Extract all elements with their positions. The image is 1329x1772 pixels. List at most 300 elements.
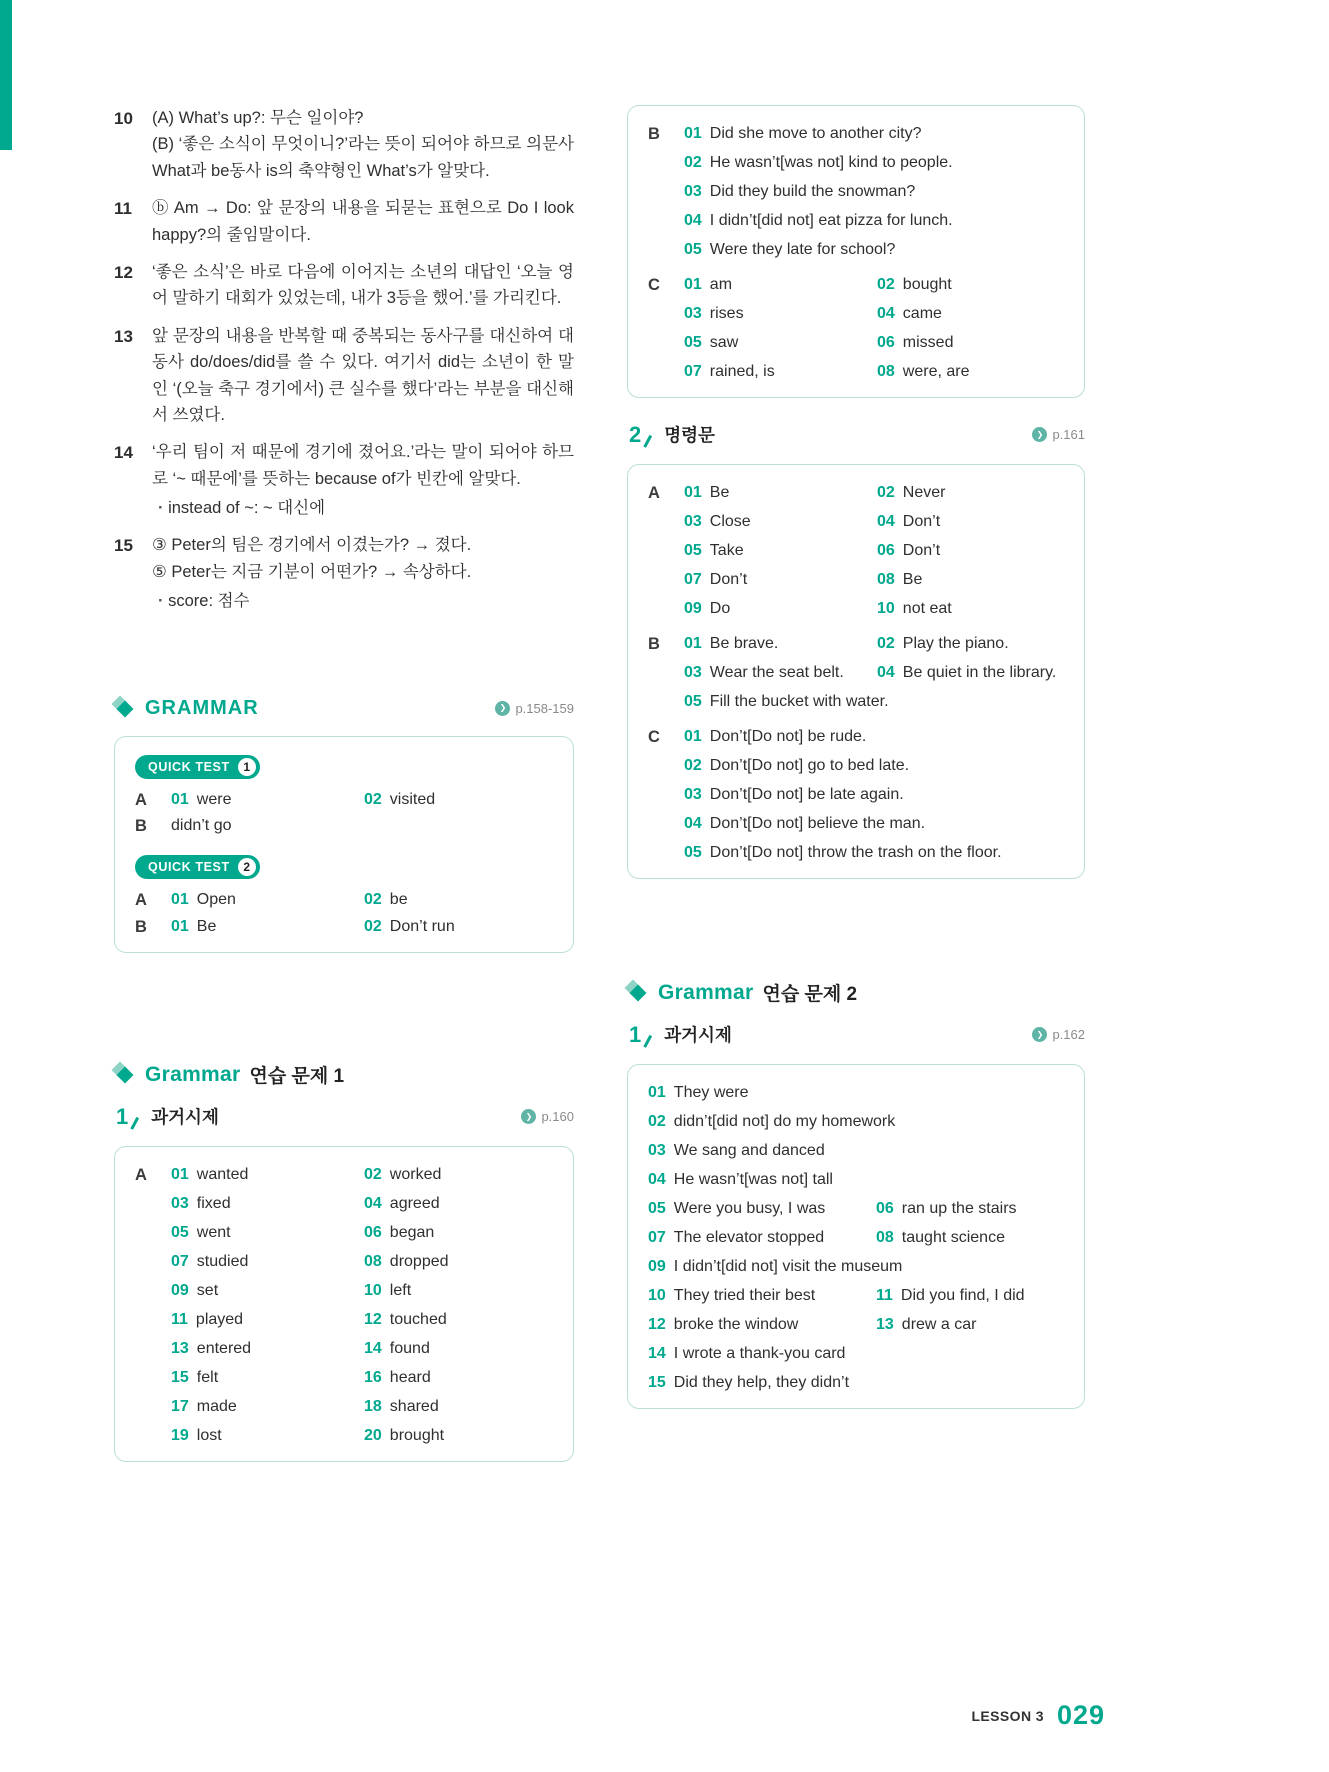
answer-text: Did she move to another city? [709,125,922,142]
answer-rows [171,890,557,911]
answer-text: were, are [902,363,970,380]
item-lines [152,532,574,585]
answer-text: Be [196,917,217,935]
answer-cell [648,1344,845,1364]
answer-cell [171,1397,364,1417]
quick-test-section [135,855,557,937]
answer-row [684,304,1068,324]
answer-cells [684,634,1068,654]
answer-cells [684,124,1068,144]
answer-number: 03 [171,1195,189,1213]
answer-row [684,692,1068,712]
answer-text: dropped [389,1253,449,1271]
answer-number: 07 [648,1229,666,1246]
answer-text: I wrote a thank-you card [673,1345,846,1362]
answer-cell [364,1397,439,1417]
practice-heading-2 [627,979,1085,1006]
answer-cells [171,1397,557,1417]
answer-cells [684,541,1068,561]
answer-number: 20 [364,1427,382,1445]
slash-mark [644,1035,652,1048]
answer-row [171,890,557,910]
answer-text: studied [196,1253,249,1271]
explanation-item [114,439,574,521]
answer-cell [648,1199,876,1219]
answer-row [648,1228,1068,1248]
answer-cell [684,785,904,805]
answer-cell [684,692,889,712]
answer-cell [684,304,877,324]
answer-cell [877,512,940,532]
answer-cell [171,1339,364,1359]
answer-row [684,541,1068,561]
answer-cells [684,275,1068,295]
answer-text: Fill the bucket with water. [709,693,889,710]
answer-text: They tried their best [673,1287,816,1304]
answer-cells [171,890,557,910]
answer-cells [171,1281,557,1301]
item-body [152,105,574,184]
page-footer [971,1700,1105,1731]
answer-cells [648,1170,1068,1190]
answer-cell [684,756,909,776]
answer-number: 10 [877,600,895,617]
box-groups [135,1165,557,1446]
answer-cell [877,570,922,590]
answer-number: 19 [171,1427,189,1445]
quick-test-label: QUICK TEST [148,859,230,874]
answer-text: Were you busy, I was [673,1200,826,1217]
answer-text: Be quiet in the library. [902,664,1057,681]
answer-row [171,1194,557,1214]
answer-group [648,727,1068,863]
group-letter: A [135,1166,147,1185]
quick-test-groups [135,890,557,937]
answer-cells [171,816,557,836]
answer-number: 01 [171,1166,189,1184]
answer-cell [364,1252,449,1272]
answer-cell [684,362,877,382]
answer-number: 05 [684,334,702,351]
answer-text: ran up the stairs [901,1200,1017,1217]
answer-cell [684,153,953,173]
answer-rows [684,275,1068,382]
answer-number: 01 [648,1084,666,1101]
answer-cell [171,917,364,937]
answer-number: 04 [877,305,895,322]
answer-row [648,1286,1068,1306]
answer-row [684,756,1068,776]
answer-row [684,663,1068,683]
play-circle-icon [1032,427,1047,442]
answer-cell [877,304,942,324]
answer-cell [171,790,364,810]
answer-row [684,634,1068,654]
item-lines [152,259,574,312]
answer-cell [364,917,455,937]
answer-cells [171,1194,557,1214]
answer-text: worked [389,1166,442,1184]
answer-text: Don’t[Do not] believe the man. [709,815,926,832]
answer-cell [684,333,877,353]
slash-mark [644,435,652,448]
item-lines [152,195,574,248]
diamond-icon [118,1068,131,1081]
answer-number: 16 [364,1369,382,1387]
answer-box-continued [627,105,1085,398]
answer-text: Open [196,890,236,908]
answer-number: 10 [648,1287,666,1304]
answer-cells [684,333,1068,353]
answer-cell [171,816,232,836]
answer-number: 02 [877,635,895,652]
answer-text: We sang and danced [673,1142,825,1159]
answer-text: Be brave. [709,635,779,652]
answer-number: 02 [877,276,895,293]
answer-row [648,1373,1068,1393]
lesson-label: LESSON 3 [971,1707,1044,1724]
answer-cells [648,1286,1068,1306]
left-column [114,105,574,1462]
answer-cells [171,790,557,810]
group-letter: B [135,817,147,836]
answer-number: 08 [364,1253,382,1271]
answer-cell [648,1170,833,1190]
answer-rows [684,483,1068,619]
answer-text: entered [196,1340,252,1358]
answer-number: 04 [877,513,895,530]
answer-text: Wear the seat belt. [709,664,844,681]
answer-text: Did they help, they didn’t [673,1374,850,1391]
answer-row [171,1252,557,1272]
answer-cells [171,1339,557,1359]
group-letter: B [648,635,660,653]
answer-rows [171,790,557,811]
answer-group [648,483,1068,619]
answer-text: Be [902,571,923,588]
answer-cell [364,1426,444,1446]
answer-cells [684,727,1068,747]
box-groups [648,1083,1068,1393]
answer-cell [876,1286,1025,1306]
answer-cell [364,1194,440,1214]
page-ref-label: p.162 [1052,1027,1085,1042]
subsection-number: 1 [629,1021,642,1047]
item-body [152,195,574,248]
answer-text: didn’t go [171,817,232,835]
answer-cell [648,1286,876,1306]
play-circle-icon [1032,1027,1047,1042]
answer-text: Don’t[Do not] throw the trash on the floor. [709,844,1002,861]
answer-rows [684,124,1068,260]
answer-row [648,1083,1068,1103]
answer-number: 07 [171,1253,189,1271]
explanation-item [114,105,574,184]
answer-cell [171,1310,364,1330]
answer-row [684,362,1068,382]
quick-test-box [114,736,574,954]
answer-text: were [196,790,232,808]
explanation-item [114,195,574,248]
answer-row [684,512,1068,532]
answer-number: 03 [684,786,702,803]
explanation-text: ⓑ Am → Do: 앞 문장의 내용을 되묻는 표현으로 Do I look happy?의 줄임말이다. [152,199,574,244]
quick-test-label: QUICK TEST [148,759,230,774]
answer-row [684,814,1068,834]
answer-cells [684,153,1068,173]
answer-cell [648,1373,849,1393]
answer-text: be [389,890,408,908]
answer-cells [684,483,1068,503]
answer-cells [648,1228,1068,1248]
practice-heading-1 [114,1061,574,1088]
answer-cells [171,1165,557,1185]
practice-heading-word: Grammar [658,980,754,1004]
answer-cell [171,1252,364,1272]
item-body [152,323,574,429]
answer-cells [171,1252,557,1272]
answer-cells [684,756,1068,776]
answer-text: shared [389,1398,439,1416]
answer-cells [648,1199,1068,1219]
answer-number: 04 [364,1195,382,1213]
answer-row [648,1141,1068,1161]
answer-rows [684,727,1068,863]
answer-number: 11 [171,1311,188,1329]
answer-number: 06 [876,1200,894,1217]
answer-cells [684,843,1068,863]
answer-cell [684,124,921,144]
answer-cells [648,1083,1068,1103]
answer-number: 01 [684,125,702,142]
subsection-title: 과거시제 [151,1107,219,1128]
answer-text: He wasn’t[was not] tall [673,1171,833,1188]
answer-row [684,727,1068,747]
answer-cell [876,1199,1017,1219]
answer-cell [364,890,408,910]
answer-cell [171,1165,364,1185]
diamond-icon [118,702,131,715]
answer-number: 03 [684,513,702,530]
answer-cell [364,1339,430,1359]
answer-number: 12 [364,1311,382,1329]
answer-number: 14 [648,1345,666,1362]
right-column [627,105,1085,1409]
answer-cell [684,814,925,834]
answer-text: Don’t[Do not] be late again. [709,786,904,803]
answer-row [171,1426,557,1446]
page-number: 029 [1056,1700,1105,1730]
answer-number: 05 [684,241,702,258]
answer-group [135,890,557,911]
answer-text: set [196,1282,219,1300]
subsection-title: 명령문 [664,425,715,445]
answer-row [171,1310,557,1330]
explanation-item [114,532,574,614]
item-number: 15 [114,536,133,556]
answer-row [648,1344,1068,1364]
answer-cell [648,1257,902,1277]
answer-rows [171,816,557,837]
answer-number: 01 [684,484,702,501]
answer-number: 01 [171,790,189,808]
answer-text: Take [709,542,744,559]
group-letter: A [648,484,660,502]
item-bullets [152,588,574,614]
answer-cell [877,275,952,295]
answer-cells [684,304,1068,324]
page-reference [1032,427,1085,442]
answer-text: lost [196,1427,222,1445]
answer-text: taught science [901,1229,1005,1246]
answer-cell [877,483,945,503]
answer-text: made [196,1398,237,1416]
answer-number: 08 [877,571,895,588]
answer-row [684,599,1068,619]
answer-box-past-tense-1 [114,1146,574,1462]
answer-text: began [389,1224,435,1242]
item-body [152,259,574,312]
answer-text: Close [709,513,751,530]
answer-cells [684,182,1068,202]
answer-number: 09 [648,1258,666,1275]
answer-text: Play the piano. [902,635,1009,652]
answer-cell [171,1194,364,1214]
answer-number: 13 [171,1340,189,1358]
answer-cell [648,1315,876,1335]
box-groups [648,124,1068,382]
answer-row [171,1165,557,1185]
answer-rows [171,917,557,938]
answer-row [684,275,1068,295]
explanation-bullet: · instead of ~: ~ 대신에 [158,495,574,521]
answer-number: 03 [648,1142,666,1159]
answer-number: 09 [684,600,702,617]
answer-cell [684,843,1002,863]
answer-group [648,275,1068,382]
subsection-number: 2 [629,421,642,447]
answer-cells [648,1112,1068,1132]
answer-text: Don’t[Do not] go to bed late. [709,757,910,774]
subsection-number: 1 [116,1103,129,1129]
answer-row [684,182,1068,202]
answer-text: broke the window [673,1316,799,1333]
answer-text: They were [673,1084,749,1101]
item-body [152,532,574,614]
answer-row [648,1257,1068,1277]
quick-test-number: 1 [238,758,256,776]
answer-cell [364,1223,434,1243]
page-ref-label: p.160 [541,1109,574,1125]
answer-cell [364,790,435,810]
answer-text: I didn’t[did not] eat pizza for lunch. [709,212,953,229]
answer-cells [684,570,1068,590]
answer-cell [684,211,953,231]
answer-text: brought [389,1427,445,1445]
item-number: 14 [114,443,133,463]
answer-row [684,211,1068,231]
group-letter: B [135,917,147,936]
group-letter: C [648,728,660,746]
answer-row [648,1315,1068,1335]
answer-text: Did you find, I did [900,1287,1025,1304]
answer-cell [684,182,915,202]
answer-number: 02 [364,917,382,935]
answer-cells [648,1257,1068,1277]
page-ref-label: p.158-159 [515,700,574,716]
answer-row [684,240,1068,260]
answer-cells [648,1315,1068,1335]
page-ref-label: p.161 [1052,427,1085,442]
answer-number: 05 [648,1200,666,1217]
page-reference [495,701,574,716]
answer-text: wanted [196,1166,249,1184]
answer-number: 14 [364,1340,382,1358]
item-lines [152,105,574,184]
group-letter: C [648,276,660,294]
answer-cells [171,1223,557,1243]
answer-cell [364,1310,447,1330]
answer-cell [364,1368,431,1388]
quick-test-groups [135,790,557,837]
item-number: 13 [114,326,133,346]
answer-text: Don’t [709,571,748,588]
answer-number: 03 [684,305,702,322]
explanation-item [114,259,574,312]
answer-row [684,333,1068,353]
answer-number: 02 [364,890,382,908]
play-circle-icon [521,1109,536,1124]
answer-cell [171,1426,364,1446]
answer-number: 15 [171,1369,189,1387]
answer-number: 04 [648,1171,666,1188]
answer-text: rises [709,305,744,322]
answer-cell [877,333,953,353]
practice-heading-suffix: 연습 문제 1 [249,1066,345,1088]
answer-cell [364,1281,411,1301]
answer-cells [684,692,1068,712]
answer-group [648,1083,1068,1393]
answer-text: not eat [902,600,952,617]
answer-group [135,1165,557,1446]
quick-test-number: 2 [238,858,256,876]
answer-text: am [709,276,733,293]
answer-number: 02 [364,790,382,808]
answer-number: 09 [171,1282,189,1300]
answer-cell [684,275,877,295]
answer-cells [684,211,1068,231]
answer-text: played [195,1311,244,1329]
grammar-heading-label: GRAMMAR [145,696,259,719]
answer-number: 12 [648,1316,666,1333]
answer-text: He wasn’t[was not] kind to people. [709,154,953,171]
answer-text: Were they late for school? [709,241,896,258]
answer-cell [684,599,877,619]
explanation-list [114,105,574,615]
answer-number: 04 [684,212,702,229]
answer-row [684,153,1068,173]
explanation-text: ③ Peter의 팀은 경기에서 이겼는가? → 졌다. [152,536,472,555]
answer-number: 04 [877,664,895,681]
item-lines [152,323,574,429]
subsection-header [629,422,1085,447]
answer-row [171,790,557,810]
answer-cells [648,1141,1068,1161]
answer-row [171,816,557,836]
answer-cell [648,1112,895,1132]
answer-number: 02 [364,1166,382,1184]
diamond-icon [631,986,644,999]
